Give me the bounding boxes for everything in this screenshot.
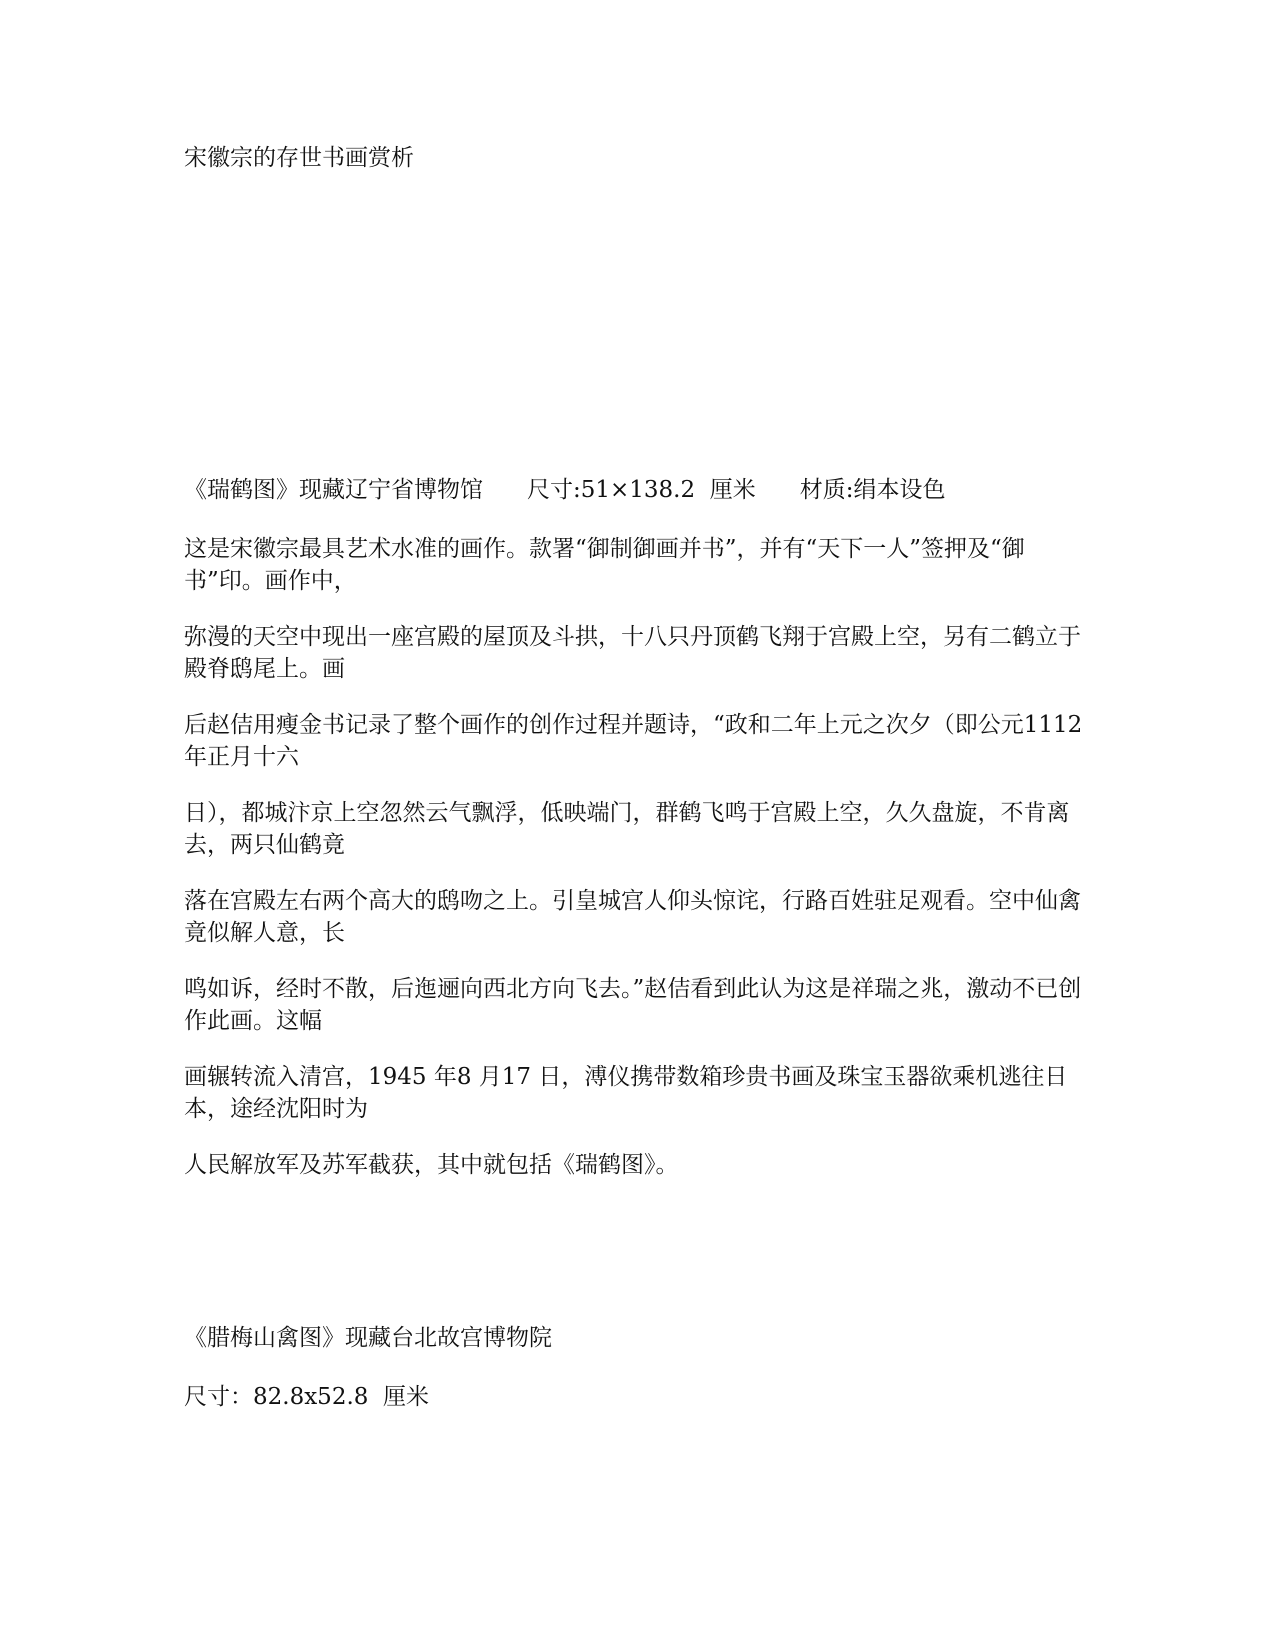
artwork2-caption-size: 尺寸：82.8x52.8 厘米 (184, 1384, 430, 1410)
artwork1-paragraph-8: 人民解放军及苏军截获，其中就包括《瑞鹤图》。 (184, 1152, 679, 1178)
artwork1-caption-name: 《瑞鹤图》现藏辽宁省博物馆 (184, 477, 483, 503)
artwork1-paragraph-5: 落在宫殿左右两个高大的鸱吻之上。引皇城宫人仰头惊诧，行路百姓驻足观看。空中仙禽竟似解人意，长 (184, 888, 1081, 946)
artwork1-caption (184, 474, 1084, 506)
artwork1-paragraph-7: 画辗转流入清宫，1945 年8 月17 日，溥仪携带数箱珍贵书画及珠宝玉器欲乘机逃往日本，途经沈阳时为 (184, 1064, 1068, 1122)
artwork1-paragraph-6: 鸣如诉，经时不散，后迤逦向西北方向飞去。”赵佶看到此认为这是祥瑞之兆，激动不已创作此画。这幅 (184, 976, 1082, 1034)
artwork1-caption-size: 尺寸:51×138.2 厘米 (527, 477, 756, 503)
document-title: 宋徽宗的存世书画赏析 (184, 145, 414, 171)
artwork1-paragraph-2: 弥漫的天空中现出一座宫殿的屋顶及斗拱，十八只丹顶鹤飞翔于宫殿上空，另有二鹤立于殿脊鸱尾上。画 (184, 624, 1081, 682)
artwork1-paragraph-4: 日），都城汴京上空忽然云气飘浮，低映端门，群鹤飞鸣于宫殿上空，久久盘旋，不肯离去，两只仙鹤竟 (184, 800, 1070, 858)
artwork2-caption-name: 《腊梅山禽图》现藏台北故宫博物院 (184, 1325, 552, 1351)
artwork1-paragraph-1: 这是宋徽宗最具艺术水准的画作。款署“御制御画并书”，并有“天下一人”签押及“御书”印。画作中， (184, 536, 1025, 594)
artwork1-paragraph-3: 后赵佶用瘦金书记录了整个画作的创作过程并题诗，“政和二年上元之次夕（即公元1112 年正月十六 (184, 712, 1083, 770)
artwork1-caption-material: 材质:绢本设色 (799, 477, 946, 503)
